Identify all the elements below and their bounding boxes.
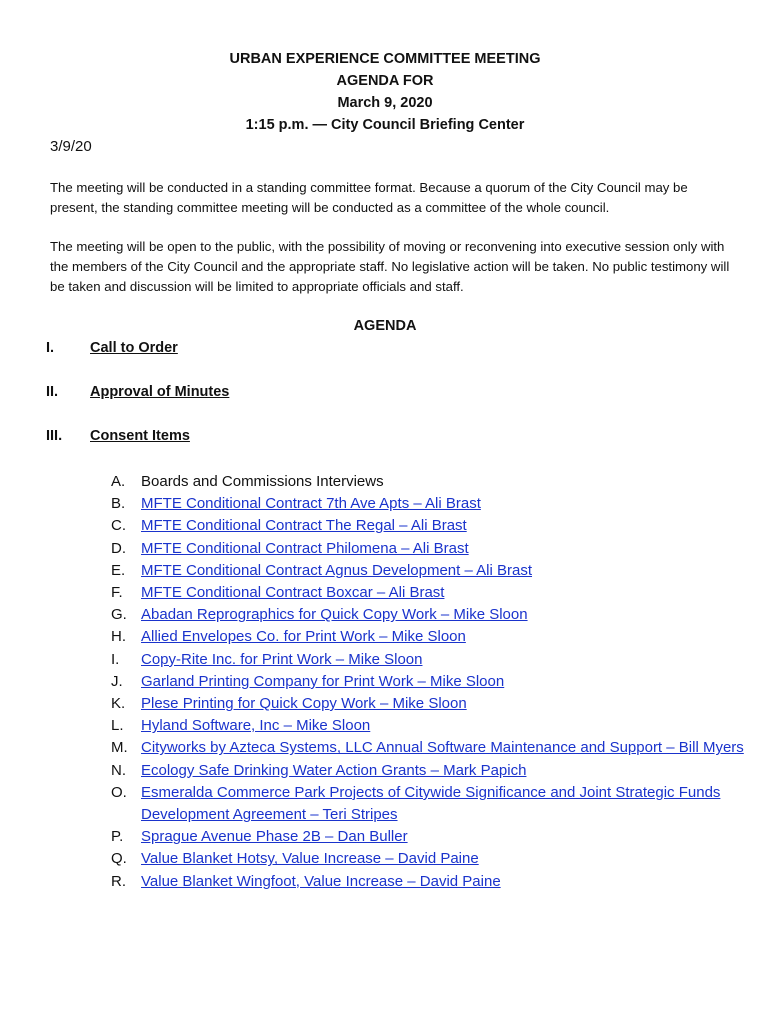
consent-item-link[interactable]: MFTE Conditional Contract The Regal – Ali Brast: [141, 517, 467, 535]
consent-item: [111, 515, 751, 537]
title-line-committee: URBAN EXPERIENCE COMMITTEE MEETING: [229, 51, 541, 67]
consent-item-link[interactable]: Abadan Reprographics for Quick Copy Work – Mike Sloon: [141, 606, 528, 624]
document-date: 3/9/20: [50, 138, 92, 155]
title-line-date: March 9, 2020: [337, 95, 433, 111]
intro-paragraph-format: The meeting will be conducted in a standing committee format. Because a quorum of the City Council may be present, the standing committee meeting will be conducted as a committee of the whole council.: [50, 180, 688, 215]
consent-item: [111, 871, 751, 893]
section-number: II.: [46, 384, 59, 400]
consent-item-link[interactable]: Copy-Rite Inc. for Print Work – Mike Sloon: [141, 650, 423, 668]
consent-item: [111, 626, 751, 648]
consent-item-letter: C.: [111, 517, 126, 535]
consent-item-text: Boards and Commissions Interviews: [141, 473, 384, 490]
consent-item-letter: I.: [111, 650, 120, 668]
agenda-heading: AGENDA: [353, 318, 417, 334]
consent-item-link[interactable]: Hyland Software, Inc – Mike Sloon: [141, 717, 371, 735]
title-line-agenda-for: AGENDA FOR: [336, 73, 434, 89]
consent-item-letter: F.: [111, 584, 123, 602]
intro-paragraph-public: The meeting will be open to the public, with the possibility of moving or reconvening into executive session only with the members of the City Council and the appropriate staff. No legislative action will be taken. No public testimony will be taken and discussion will be limited to appropriate officials and staff.: [50, 239, 730, 294]
consent-item-link[interactable]: Sprague Avenue Phase 2B – Dan Buller: [141, 828, 408, 846]
consent-item: [111, 649, 751, 671]
consent-item-link[interactable]: Value Blanket Hotsy, Value Increase – David Paine: [141, 850, 479, 868]
consent-item-letter: D.: [111, 539, 126, 557]
consent-items-list: [111, 471, 751, 893]
consent-item-letter: L.: [111, 717, 124, 735]
consent-item-letter: J.: [111, 672, 123, 690]
section-number: I.: [46, 340, 55, 356]
consent-item: [111, 671, 751, 693]
consent-item-letter: R.: [111, 872, 126, 890]
consent-item: [111, 538, 751, 560]
consent-item-link[interactable]: Esmeralda Commerce Park Projects of Citywide Significance and Joint Strategic Funds Development Agreement – Teri Stripes: [141, 783, 721, 824]
consent-item-link[interactable]: Allied Envelopes Co. for Print Work – Mike Sloon: [141, 628, 466, 646]
section-label: Approval of Minutes: [90, 384, 230, 400]
consent-item: [111, 582, 751, 604]
section-number: III.: [46, 428, 63, 444]
consent-item: [111, 471, 751, 493]
section-label: Consent Items: [90, 428, 190, 444]
consent-item: [111, 782, 751, 826]
consent-item-letter: N.: [111, 761, 126, 779]
consent-item-letter: G.: [111, 606, 127, 624]
consent-item: [111, 826, 751, 848]
consent-item-link[interactable]: MFTE Conditional Contract Philomena – Ali Brast: [141, 539, 469, 557]
consent-item: [111, 693, 751, 715]
consent-item-link[interactable]: Ecology Safe Drinking Water Action Grants – Mark Papich: [141, 761, 527, 779]
consent-item-letter: Q.: [111, 850, 127, 868]
document-title: [0, 48, 770, 136]
consent-item-letter: H.: [111, 628, 126, 646]
consent-item-link[interactable]: Value Blanket Wingfoot, Value Increase – David Paine: [141, 872, 501, 890]
section-label: Call to Order: [90, 340, 178, 356]
consent-item-link[interactable]: MFTE Conditional Contract Agnus Development – Ali Brast: [141, 561, 533, 579]
consent-item-letter: M.: [111, 739, 128, 757]
consent-item-letter: E.: [111, 561, 126, 579]
consent-item-link[interactable]: MFTE Conditional Contract Boxcar – Ali Brast: [141, 584, 445, 602]
consent-item: [111, 737, 751, 759]
consent-item: [111, 493, 751, 515]
consent-item: [111, 760, 751, 782]
consent-item: [111, 560, 751, 582]
consent-item-link[interactable]: Plese Printing for Quick Copy Work – Mike Sloon: [141, 695, 467, 713]
consent-item-link[interactable]: Garland Printing Company for Print Work – Mike Sloon: [141, 672, 505, 690]
consent-item-link[interactable]: Cityworks by Azteca Systems, LLC Annual Software Maintenance and Support – Bill Myers: [141, 739, 744, 757]
consent-item: [111, 715, 751, 737]
title-line-time-location: 1:15 p.m. — City Council Briefing Center: [245, 117, 525, 133]
consent-item-letter: O.: [111, 783, 127, 801]
consent-item-letter: K.: [111, 695, 126, 713]
consent-item: [111, 848, 751, 870]
consent-item-link[interactable]: MFTE Conditional Contract 7th Ave Apts – Ali Brast: [141, 495, 481, 513]
consent-item-letter: A.: [111, 473, 126, 490]
consent-item-letter: B.: [111, 495, 126, 513]
consent-item: [111, 604, 751, 626]
consent-item-letter: P.: [111, 828, 124, 846]
